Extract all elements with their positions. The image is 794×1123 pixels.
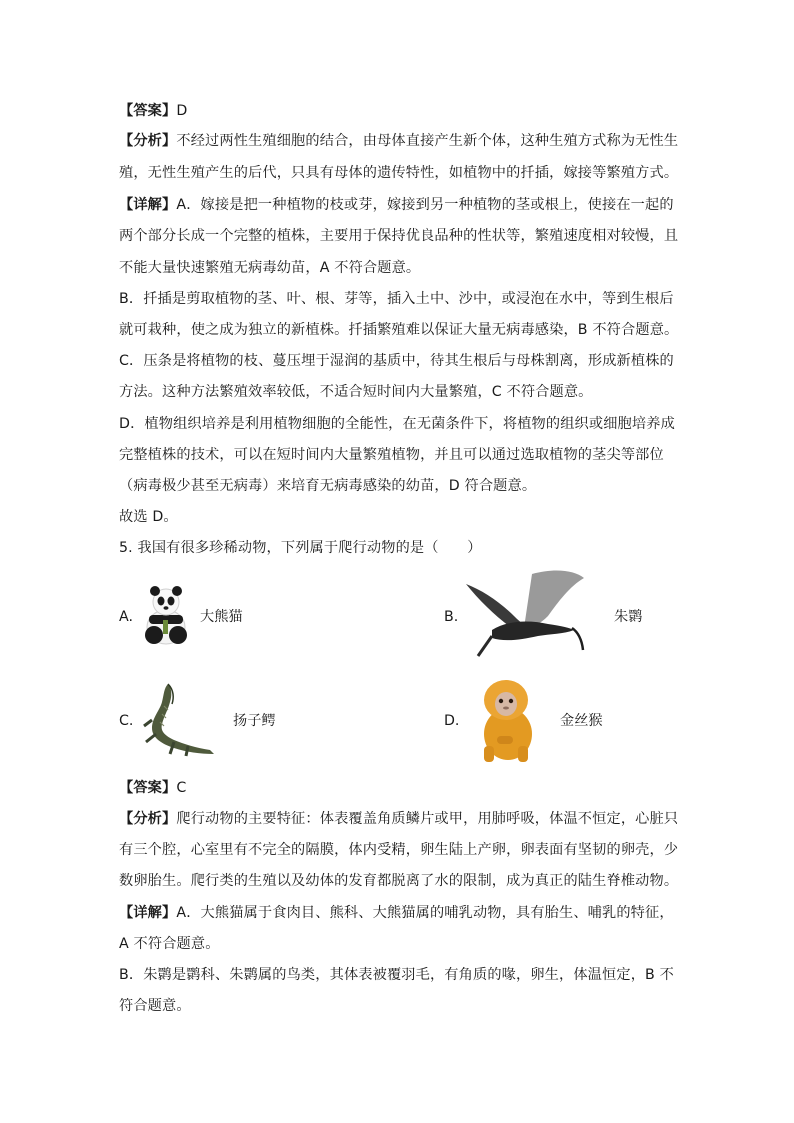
analysis-text: 殖，无性生殖产生的后代，只具有母体的遗传特性，如植物中的扦插，嫁接等繁殖方式。	[119, 165, 679, 181]
answer-line	[119, 101, 679, 121]
ibis-icon	[462, 568, 586, 660]
detail-text: C．压条是将植物的枝、蔓压埋于湿润的基质中，待其生根后与母株割离，形成新植株的	[119, 353, 674, 369]
detail-text: B．朱鹮是鹮科、朱鹮属的鸟类，其体表被覆羽毛，有角质的喙，卵生，体温恒定，B 不	[119, 967, 674, 983]
analysis-line	[119, 809, 679, 829]
detail-text: 两个部分长成一个完整的植株，主要用于保持优良品种的性状等，繁殖速度相对较慢，且	[119, 228, 679, 244]
detail-text: 故选 D。	[119, 509, 178, 525]
detail-text: A．嫁接是把一种植物的枝或芽，嫁接到另一种植物的茎或根上，使接在一起的	[176, 197, 674, 213]
detail-text: （病毒极少甚至无病毒）来培育无病毒感染的幼苗，D 符合题意。	[119, 478, 537, 494]
answer-tag: 【答案】	[119, 103, 177, 119]
option-b-name: 朱鹮	[614, 609, 643, 625]
detail-text: 符合题意。	[119, 998, 191, 1014]
alligator-icon	[138, 680, 218, 760]
analysis-tag: 【分析】	[119, 811, 177, 827]
option-b-letter: B.	[444, 609, 459, 625]
detail-tag: 【详解】	[119, 197, 177, 213]
analysis-text: 数卵胎生。爬行类的生殖以及幼体的发育都脱离了水的限制，成为真正的陆生脊椎动物。	[119, 873, 679, 889]
detail-text: 方法。这种方法繁殖效率较低，不适合短时间内大量繁殖，C 不符合题意。	[119, 384, 593, 400]
option-c-name: 扬子鳄	[233, 713, 276, 729]
analysis-tag: 【分析】	[119, 133, 177, 149]
detail-text: A 不符合题意。	[119, 936, 220, 952]
analysis-text: 有三个腔，心室里有不完全的隔膜，体内受精，卵生陆上产卵，卵表面有坚韧的卵壳，少	[119, 842, 679, 858]
option-a-name: 大熊猫	[200, 609, 243, 625]
detail-tag: 【详解】	[119, 905, 177, 921]
analysis-line	[119, 131, 679, 151]
detail-text: 完整植株的技术，可以在短时间内大量繁殖植物，并且可以通过选取植物的茎尖等部位	[119, 447, 664, 463]
golden-monkey-icon	[470, 674, 542, 766]
detail-text: 不能大量快速繁殖无病毒幼苗，A 不符合题意。	[119, 260, 421, 276]
detail-text: B．扦插是剪取植物的茎、叶、根、芽等，插入土中、沙中，或浸泡在水中，等到生根后	[119, 291, 674, 307]
answer-line	[119, 778, 679, 798]
option-d-letter: D.	[444, 713, 460, 729]
analysis-text: 不经过两性生殖细胞的结合，由母体直接产生新个体，这种生殖方式称为无性生	[176, 133, 679, 149]
analysis-text: 爬行动物的主要特征：体表覆盖角质鳞片或甲，用肺呼吸，体温不恒定，心脏只	[176, 811, 679, 827]
question-text: 5. 我国有很多珍稀动物，下列属于爬行动物的是（ ）	[119, 540, 482, 556]
option-d-name: 金丝猴	[560, 713, 603, 729]
answer-value: D	[176, 103, 188, 119]
panda-icon	[140, 585, 192, 647]
option-c-letter: C.	[119, 713, 134, 729]
detail-line	[119, 195, 679, 215]
answer-tag: 【答案】	[119, 780, 177, 796]
detail-text: D．植物组织培养是利用植物细胞的全能性，在无菌条件下，将植物的组织或细胞培养成	[119, 416, 675, 432]
option-a-letter: A.	[119, 609, 133, 625]
answer-value: C	[176, 780, 187, 796]
detail-line	[119, 903, 679, 923]
detail-text: 就可栽种，使之成为独立的新植株。扦插繁殖难以保证大量无病毒感染，B 不符合题意。	[119, 322, 679, 338]
detail-text: A．大熊猫属于食肉目、熊科、大熊猫属的哺乳动物，具有胎生、哺乳的特征，	[176, 905, 674, 921]
